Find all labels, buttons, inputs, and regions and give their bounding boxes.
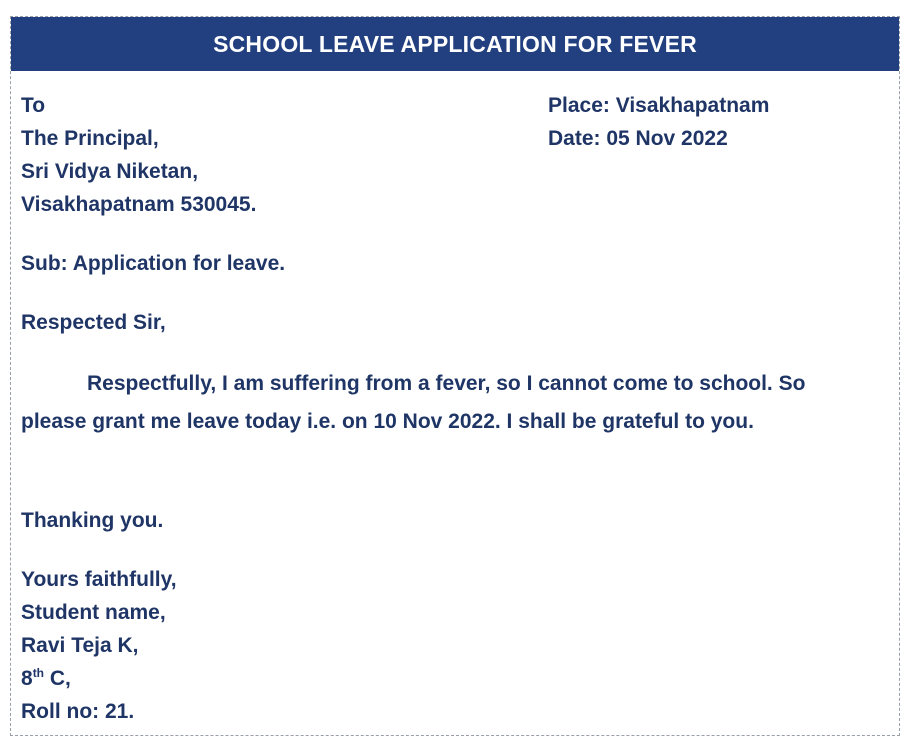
place-text: Place: Visakhapatnam [548,94,770,117]
salutation: Respected Sir, [21,311,166,334]
student-name: Ravi Teja K, [21,634,139,657]
recipient-address: Visakhapatnam 530045. [21,193,257,216]
student-name-label: Student name, [21,601,166,624]
body-part-1: Respectfully, I am suffering from a fever, so I cannot come to school. [87,372,773,395]
closing-line: Yours faithfully, [21,568,177,591]
date-text: Date: 05 Nov 2022 [548,127,728,150]
roll-number: Roll no: 21. [21,700,135,723]
to-label: To [21,94,46,117]
leave-date: 10 Nov 2022 [373,410,495,433]
letter-body [21,365,851,441]
class-section: C, [44,667,71,690]
student-class [21,667,71,691]
recipient-title: The Principal, [21,127,159,150]
thanks-line: Thanking you. [21,509,164,532]
leave-application-card [10,16,900,736]
body-part-3: . I shall be grateful to you. [494,410,754,433]
class-number: 8 [21,667,33,690]
class-suffix: th [32,666,45,680]
body-part-2: So please grant me leave today i.e. on [21,372,806,433]
recipient-school: Sri Vidya Niketan, [21,160,199,183]
page-title: SCHOOL LEAVE APPLICATION FOR FEVER [11,17,899,71]
subject-line: Sub: Application for leave. [21,252,286,275]
